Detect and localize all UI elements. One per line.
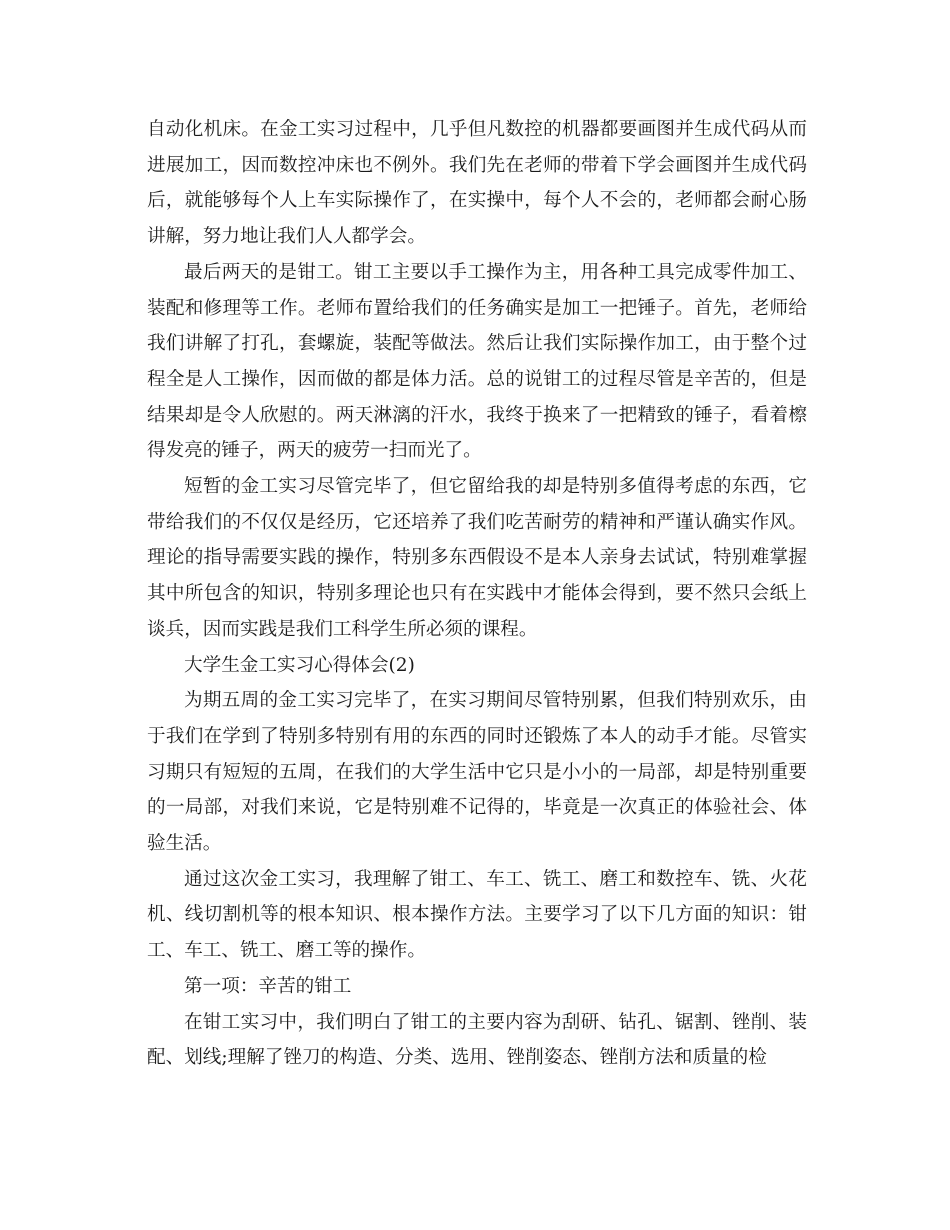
section-heading: 大学生金工实习心得体会(2): [184, 654, 415, 676]
paragraph-fitter-work: 最后两天的是钳工。钳工主要以手工操作为主，用各种工具完成零件加工、装配和修理等工作。老师布置给我们的任务确实是加工一把锤子。首先，老师给我们讲解了打孔，套螺旋，装配等做法。然后让我们实际操作加工，由于整个过程全是人工操作，因而做的都是体力活。总的说钳工的过程尽管是辛苦的，但是结果却是令人欣慰的。两天淋漓的汗水，我终于换来了一把精致的锤子，看着檫得发亮的锤子，两天的疲劳一扫而光了。: [147, 261, 807, 462]
paragraph-knowledge: 通过这次金工实习，我理解了钳工、车工、铣工、磨工和数控车、铣、火花机、线切割机等的根本知识、根本操作方法。主要学习了以下几方面的知识：钳工、车工、铣工、磨工等的操作。: [147, 868, 807, 962]
document-body: [147, 112, 807, 1076]
subsection-heading: 第一项：辛苦的钳工: [184, 975, 352, 997]
paragraph-five-weeks: 为期五周的金工实习完毕了，在实习期间尽管特别累，但我们特别欢乐，由于我们在学到了特别多特别有用的东西的同时还锻炼了本人的动手才能。尽管实习期只有短短的五周，在我们的大学生活中它只是小小的一局部，却是特别重要的一局部，对我们来说，它是特别难不记得的，毕竟是一次真正的体验社会、体验生活。: [147, 690, 807, 855]
paragraph-fitter-details: 在钳工实习中，我们明白了钳工的主要内容为刮研、钻孔、锯割、锉削、装配、划线;理解了锉刀的构造、分类、选用、锉削姿态、锉削方法和质量的检: [147, 1011, 807, 1069]
paragraph-continued: 自动化机床。在金工实习过程中，几乎但凡数控的机器都要画图并生成代码从而进展加工，因而数控冲床也不例外。我们先在老师的带着下学会画图并生成代码后，就能够每个人上车实际操作了，在实操中，每个人不会的，老师都会耐心肠讲解，努力地让我们人人都学会。: [147, 119, 807, 248]
paragraph-summary: 短暂的金工实习尽管完毕了，但它留给我的却是特别多值得考虑的东西，它带给我们的不仅仅是经历，它还培养了我们吃苦耐劳的精神和严谨认确实作风。理论的指导需要实践的操作，特别多东西假设不是本人亲身去试试，特别难掌握其中所包含的知识，特别多理论也只有在实践中才能体会得到，要不然只会纸上谈兵，因而实践是我们工科学生所必须的课程。: [147, 476, 807, 640]
